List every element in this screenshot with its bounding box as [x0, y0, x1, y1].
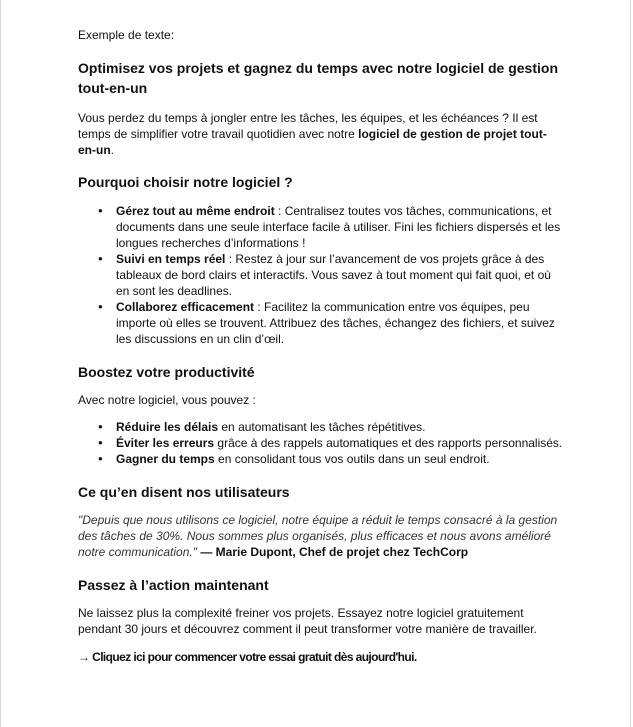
list-item-text: en consolidant tous vos outils dans un seul endroit.: [214, 452, 490, 466]
list-item-bold: Collaborez efficacement: [116, 300, 255, 314]
list-item-text: en automatisant les tâches répétitives.: [218, 420, 426, 434]
quote-author: — Marie Dupont, Chef de projet chez TechCorp: [196, 545, 469, 559]
list-item: [78, 203, 564, 251]
testimonial-quote: [78, 512, 564, 560]
list-item-text: : Restez à jour sur l’avancement de vos projets grâce à des tableaux de bord clairs et interactifs. Vous savez à tout moment qui fait quoi, et où en sont les deadlines.: [116, 252, 551, 298]
boost-heading: Boostez votre productivité: [78, 364, 255, 380]
list-item: [78, 251, 564, 299]
list-item-bold: Réduire les délais: [116, 420, 219, 434]
intro-paragraph: [78, 110, 564, 158]
list-item: [78, 299, 564, 347]
list-item-bold: Éviter les erreurs: [116, 436, 215, 450]
intro-bold-text: logiciel de gestion de projet tout-en-un: [78, 127, 547, 157]
intro-end: .: [110, 143, 115, 157]
list-item: [78, 451, 564, 467]
cta-link[interactable]: → Cliquez ici pour commencer votre essai gratuit dès aujourd'hui.: [78, 650, 417, 664]
list-item-text: grâce à des rappels automatiques et des rapports personnalisés.: [214, 436, 563, 450]
intro-text: Vous perdez du temps à jongler entre les tâches, les équipes, et les échéances ? Il est temps de simplifier votre travail quotidien avec notre: [78, 111, 538, 141]
list-item: [78, 419, 564, 435]
list-item-bold: Suivi en temps réel: [116, 252, 226, 266]
document-content: [78, 27, 564, 665]
action-heading: Passez à l’action maintenant: [78, 577, 269, 593]
main-title: Optimisez vos projets et gagnez du temps avec notre logiciel de gestion tout-en-un: [78, 60, 558, 96]
testimonial-heading: Ce qu’en disent nos utilisateurs: [78, 484, 290, 500]
list-item-text: : Centralisez toutes vos tâches, communications, et documents dans une seule interface facile à utiliser. Fini les fichiers dispersés et les longues recherches d’informations !: [116, 204, 561, 250]
why-list: [78, 203, 564, 347]
boost-list: [78, 419, 564, 467]
action-paragraph: Ne laissez plus la complexité freiner vos projets. Essayez notre logiciel gratuitement pendant 30 jours et découvrez comment il peut transformer votre manière de travailler.: [78, 606, 537, 636]
boost-intro: Avec notre logiciel, vous pouvez :: [78, 393, 256, 407]
why-heading: Pourquoi choisir notre logiciel ?: [78, 174, 293, 190]
list-item-text: : Facilitez la communication entre vos équipes, peu importe où elles se trouvent. Attribuez des tâches, échangez des fichiers, et suivez les discussions en un clin d’œil.: [116, 300, 555, 346]
list-item: [78, 435, 564, 451]
sample-text-label: Exemple de texte:: [78, 28, 175, 42]
list-item-bold: Gérez tout au même endroit: [116, 204, 275, 218]
list-item-bold: Gagner du temps: [116, 452, 215, 466]
quote-text: "Depuis que nous utilisons ce logiciel, notre équipe a réduit le temps consacré à la gestion des tâches de 30%. Nous sommes plus organisés, plus efficaces et nous avons amélioré notre communication.": [78, 513, 558, 559]
